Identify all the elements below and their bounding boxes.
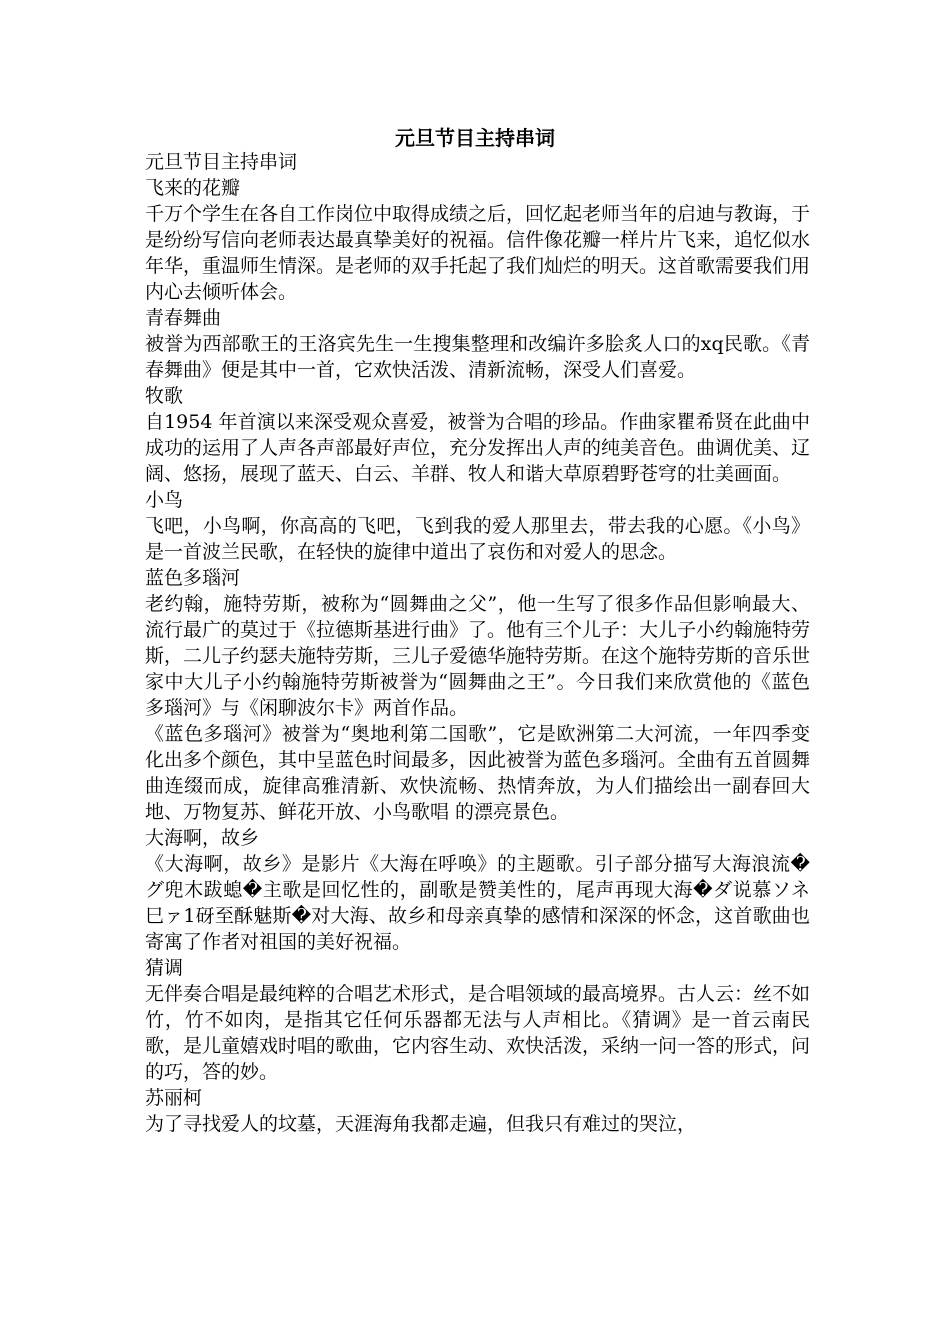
section-heading: 牧歌 [145,385,184,407]
paragraph: 老约翰，施特劳斯，被称为“圆舞曲之父”，他一生写了很多作品但影响最大、流行最广的莫过于《拉德斯基进行曲》了。他有三个儿子：大儿子小约翰施特劳斯，二儿子约瑟夫施特劳斯，三儿子爱德华施特劳斯。在这个施特劳斯的音乐世家中大儿子小约翰施特劳斯被誉为“圆舞曲之王”。今日我们来欣赏他的《蓝色多瑙河》与《闲聊波尔卡》两首作品。 [145,593,811,719]
section-heading: 小鸟 [145,489,184,511]
section-heading: 青春舞曲 [145,307,222,329]
document-title: 元旦节目主持串词 [395,126,555,150]
section-heading: 飞来的花瓣 [145,177,241,199]
paragraph: 飞吧，小鸟啊，你高高的飞吧，飞到我的爱人那里去，带去我的心愿。《小鸟》是一首波兰民歌，在轻快的旋律中道出了哀伤和对爱人的思念。 [145,515,810,563]
paragraph: 《大海啊，故乡》是影片《大海在呼唤》的主题歌。引子部分描写大海浪流�グ兜木跋螅�主歌是回忆性的，副歌是赞美性的，尾声再现大海�ダ说慕ソネ巳ァ1砑至酥魅斯�对大海、故乡和母亲真挚的感情和深深的怀念，这首歌曲也寄寓了作者对祖国的美好祝福。 [145,853,810,953]
section-heading: 蓝色多瑙河 [145,567,241,589]
paragraph-subtitle: 元旦节目主持串词 [145,151,298,173]
paragraph: 为了寻找爱人的坟墓，天涯海角我都走遍，但我只有难过的哭泣， [145,1113,697,1135]
section-heading: 苏丽柯 [145,1087,203,1109]
section-heading: 猜调 [145,957,184,979]
document-body [145,149,810,1137]
paragraph: 自1954 年首演以来深受观众喜爱，被誉为合唱的珍品。作曲家瞿希贤在此曲中成功的运用了人声各声部最好声位，充分发挥出人声的纯美音色。曲调优美、辽阔、悠扬，展现了蓝天、白云、羊群、牧人和谐大草原碧野苍穹的壮美画面。 [145,411,811,485]
paragraph: 无伴奏合唱是最纯粹的合唱艺术形式，是合唱领域的最高境界。古人云：丝不如竹，竹不如肉，是指其它任何乐器都无法与人声相比。《猜调》是一首云南民歌，是儿童嬉戏时唱的歌曲，它内容生动、欢快活泼，采纳一问一答的形式，问的巧，答的妙。 [145,983,811,1083]
paragraph: 千万个学生在各自工作岗位中取得成绩之后，回忆起老师当年的启迪与教诲，于是纷纷写信向老师表达最真挚美好的祝福。信件像花瓣一样片片飞来，追忆似水年华，重温师生情深。是老师的双手托起了我们灿烂的明天。这首歌需要我们用内心去倾听体会。 [145,203,811,303]
paragraph: 被誉为西部歌王的王洛宾先生一生搜集整理和改编许多脍炙人口的xq民歌。《青春舞曲》便是其中一首，它欢快活泼、清新流畅，深受人们喜爱。 [145,333,810,381]
paragraph: 《蓝色多瑙河》被誉为“奥地利第二国歌”，它是欧洲第二大河流，一年四季变化出多个颜色，其中呈蓝色时间最多，因此被誉为蓝色多瑙河。全曲有五首圆舞曲连缀而成，旋律高雅清新、欢快流畅、热情奔放，为人们描绘出一副春回大地、万物复苏、鲜花开放、小鸟歌唱 的漂亮景色。 [145,723,811,823]
section-heading: 大海啊，故乡 [145,827,260,849]
